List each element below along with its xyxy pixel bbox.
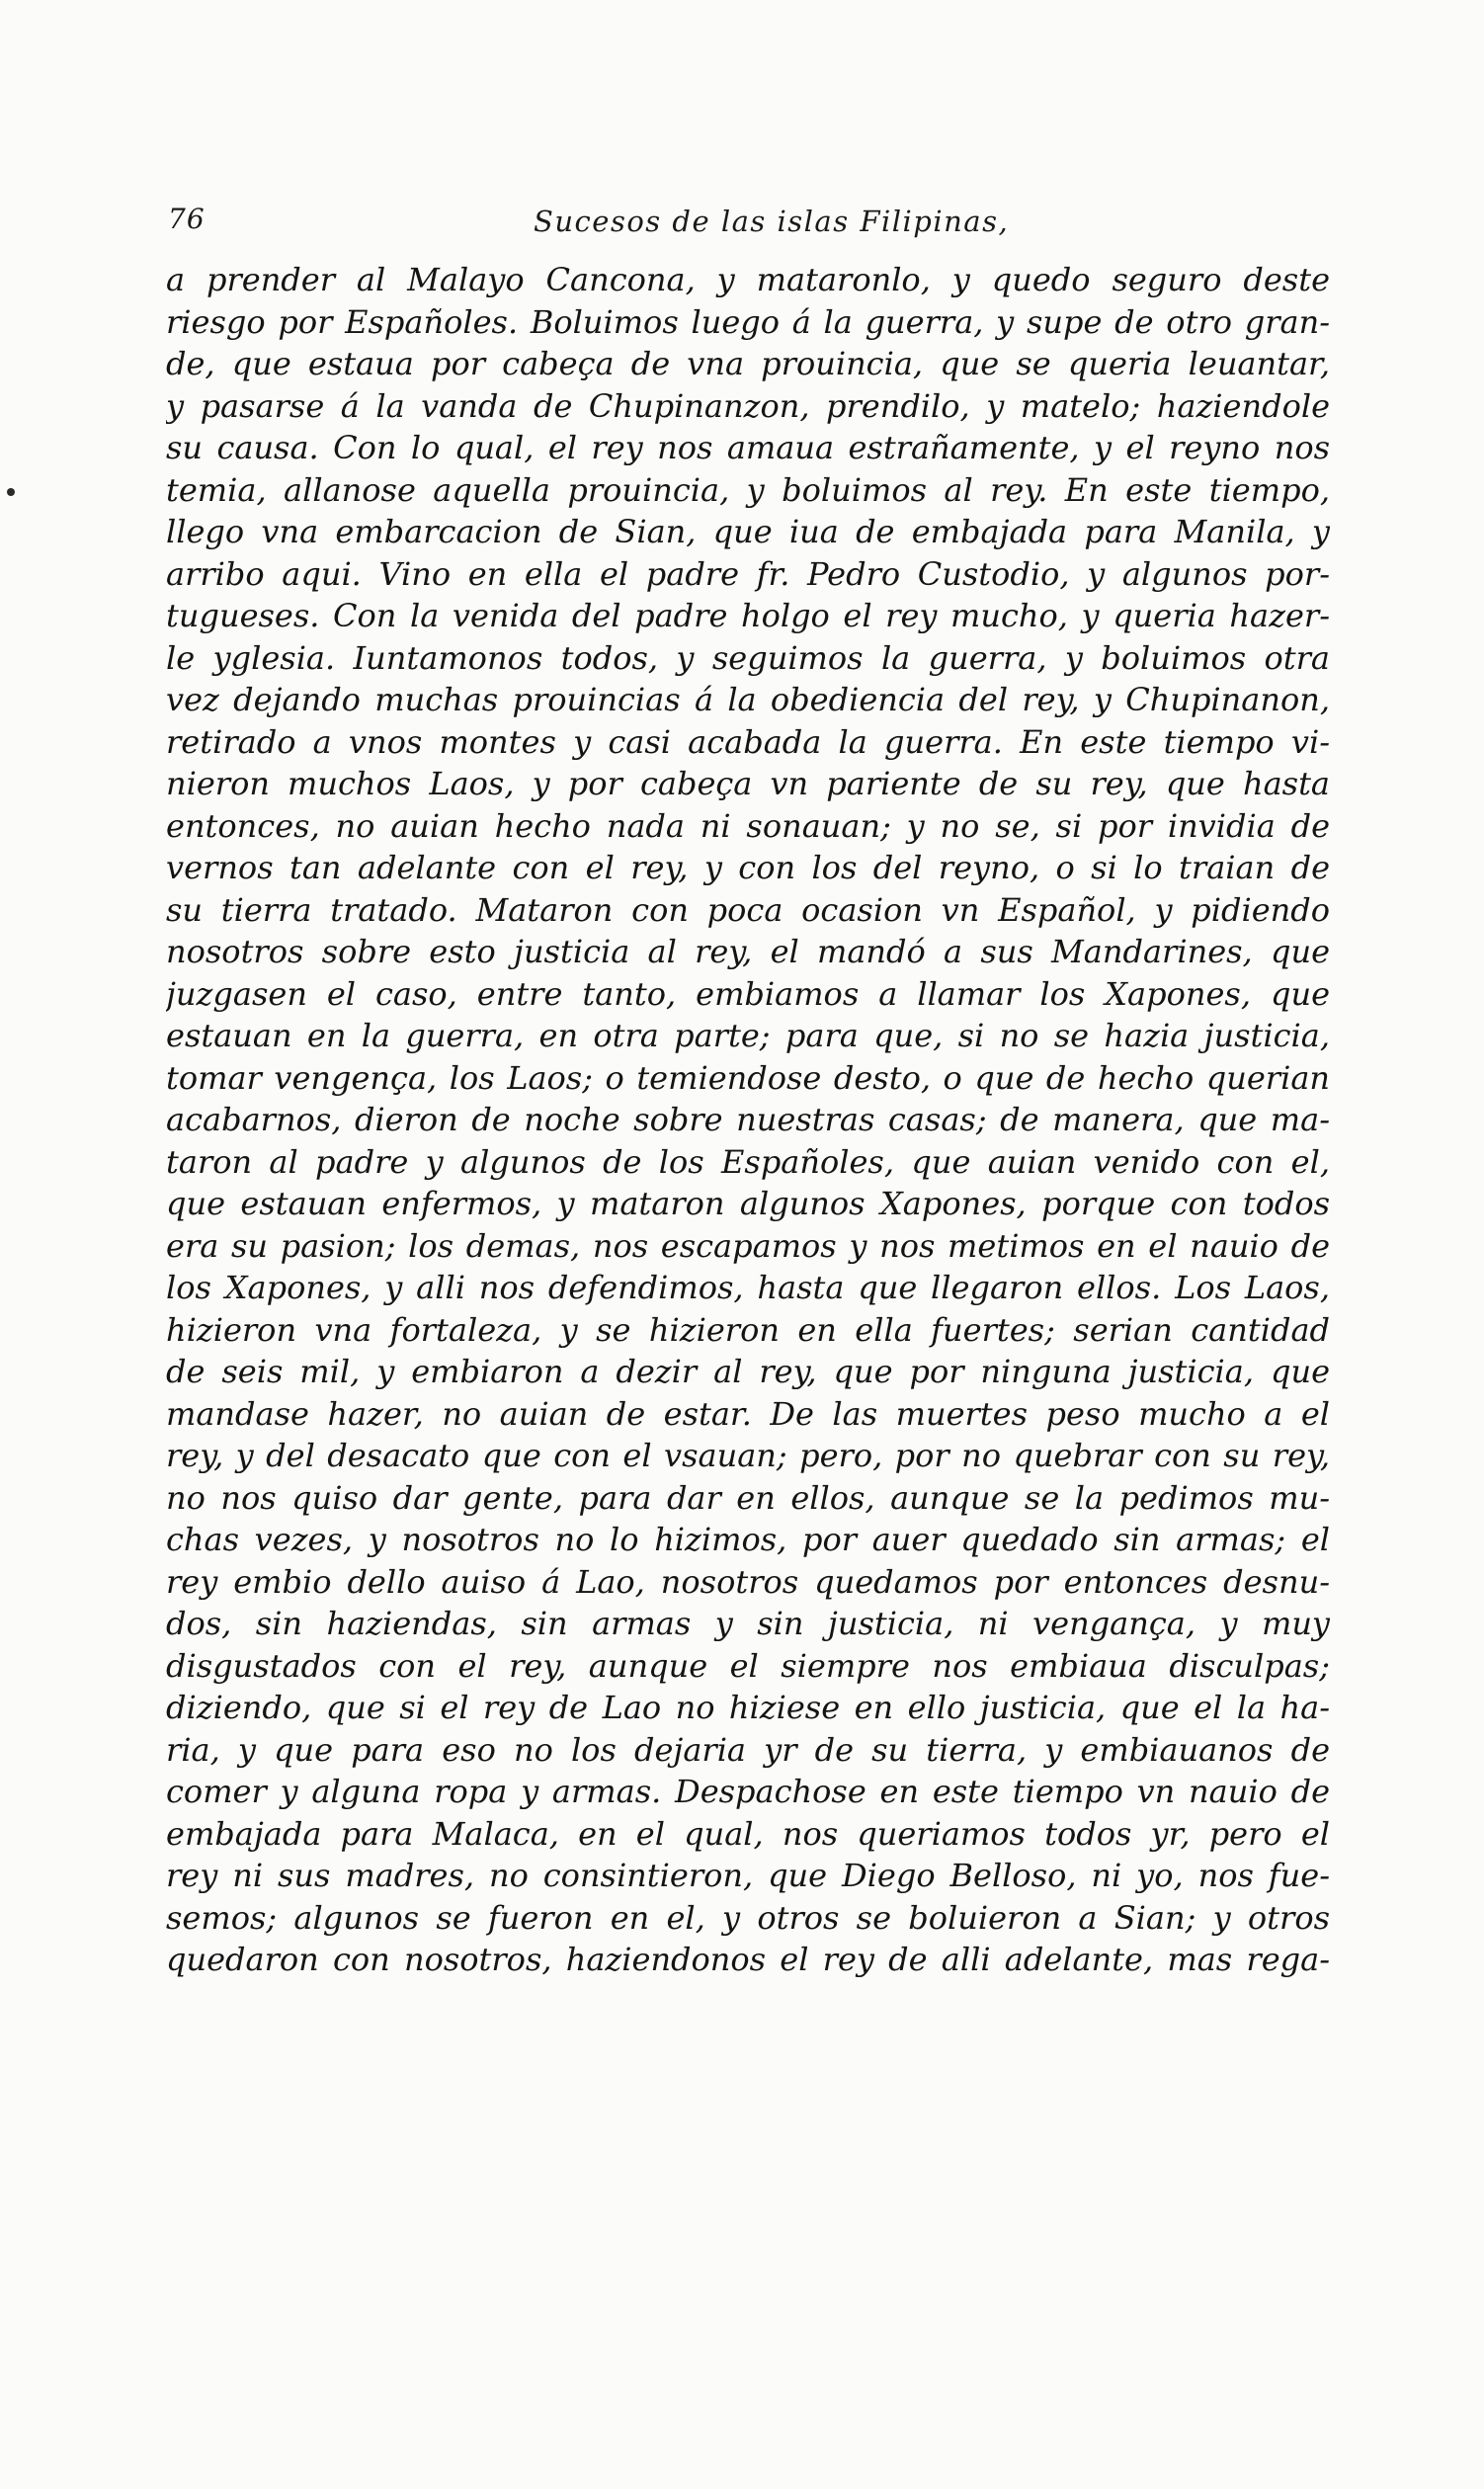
text-line: nieron muchos Laos, y por cabeça vn pariente de su rey, que hasta [166,765,1330,802]
text-line: embajada para Malaca, en el qual, nos queriamos todos yr, pero el [166,1814,1330,1853]
text-line: vernos tan adelante con el rey, y con los del reyno, o si lo traian de [166,849,1330,886]
text-line: retirado a vnos montes y casi acabada la guerra. En este tiempo vi- [166,722,1330,761]
text-line: no nos quiso dar gente, para dar en ellos, aunque se la pedimos mu- [166,1478,1330,1517]
text-line: chas vezes, y nosotros no lo hizimos, por auer quedado sin armas; el [166,1521,1330,1558]
text-line: tomar vengença, los Laos; o temiendose desto, o que de hecho querian [166,1058,1330,1097]
text-line: hizieron vna fortaleza, y se hizieron en ella fuertes; serian cantidad [166,1310,1330,1349]
text-line: taron al padre y algunos de los Españoles, que auian venido con el, [166,1142,1330,1181]
text-line: comer y alguna ropa y armas. Despachose en este tiempo vn nauio de [166,1773,1330,1810]
text-line: riesgo por Españoles. Boluimos luego á la guerra, y supe de otro gran- [166,302,1330,341]
text-line: temia, allanose aquella prouincia, y boluimos al rey. En este tiempo, [166,470,1330,509]
text-line: diziendo, que si el rey de Lao no hiziese en ello justicia, que el la ha- [166,1689,1330,1726]
text-line: y pasarse á la vanda de Chupinanzon, prendilo, y matelo; haziendole [166,386,1330,425]
text-line: semos; algunos se fueron en el, y otros se boluieron a Sian; y otros [166,1898,1330,1937]
text-line: de seis mil, y embiaron a dezir al rey, que por ninguna justicia, que [166,1353,1330,1390]
text-line: los Xapones, y alli nos defendimos, hasta que llegaron ellos. Los Laos, [166,1269,1330,1306]
text-line: llego vna embarcacion de Sian, que iua de embajada para Manila, y [166,513,1330,550]
text-line: acabarnos, dieron de noche sobre nuestras casas; de manera, que ma- [166,1101,1330,1138]
text-line: arribo aqui. Vino en ella el padre fr. Pedro Custodio, y algunos por- [166,554,1330,593]
text-line: juzgasen el caso, entre tanto, embiamos a llamar los Xapones, que [166,974,1330,1013]
text-line: era su pasion; los demas, nos escapamos y nos metimos en el nauio de [166,1226,1330,1265]
text-line: de, que estaua por cabeça de vna prouincia, que se queria leuantar, [166,345,1330,382]
text-line: mandase hazer, no auian de estar. De las muertes peso mucho a el [166,1394,1330,1433]
running-title: Sucesos de las islas Filipinas, [534,205,1010,238]
text-line: le yglesia. Iuntamonos todos, y seguimos la guerra, y boluimos otra [166,638,1330,677]
text-line: a prender al Malayo Cancona, y mataronlo, y quedo seguro deste [166,261,1330,298]
text-line: nosotros sobre esto justicia al rey, el mandó a sus Mandarines, que [166,933,1330,970]
text-line: estauan en la guerra, en otra parte; para que, si no se hazia justicia, [166,1017,1330,1054]
text-line: entonces, no auian hecho nada ni sonauan; y no se, si por invidia de [166,806,1330,845]
running-head [158,203,1324,242]
text-line: ria, y que para eso no los dejaria yr de su tierra, y embiauanos de [166,1730,1330,1769]
text-line: rey ni sus madres, no consintieron, que Diego Belloso, ni yo, nos fue- [166,1857,1330,1894]
text-line: quedaron con nosotros, haziendonos el rey de alli adelante, mas rega- [166,1941,1330,1978]
text-line: dos, sin haziendas, sin armas y sin justicia, ni vengança, y muy [166,1605,1330,1642]
margin-mark [7,488,15,496]
text-line: que estauan enfermos, y mataron algunos Xapones, porque con todos [166,1185,1330,1222]
text-line: disgustados con el rey, aunque el siempre nos embiaua disculpas; [166,1646,1330,1685]
page-number: 76 [168,203,206,235]
text-line: rey embio dello auiso á Lao, nosotros quedamos por entonces desnu- [166,1562,1330,1601]
text-line: tugueses. Con la venida del padre holgo el rey mucho, y queria hazer- [166,597,1330,634]
text-line: su tierra tratado. Mataron con poca ocasion vn Español, y pidiendo [166,890,1330,929]
body-text [166,259,1330,1981]
text-line: su causa. Con lo qual, el rey nos amaua estrañamente, y el reyno nos [166,429,1330,466]
text-line: rey, y del desacato que con el vsauan; pero, por no quebrar con su rey, [166,1437,1330,1474]
text-line: vez dejando muchas prouincias á la obediencia del rey, y Chupinanon, [166,681,1330,718]
